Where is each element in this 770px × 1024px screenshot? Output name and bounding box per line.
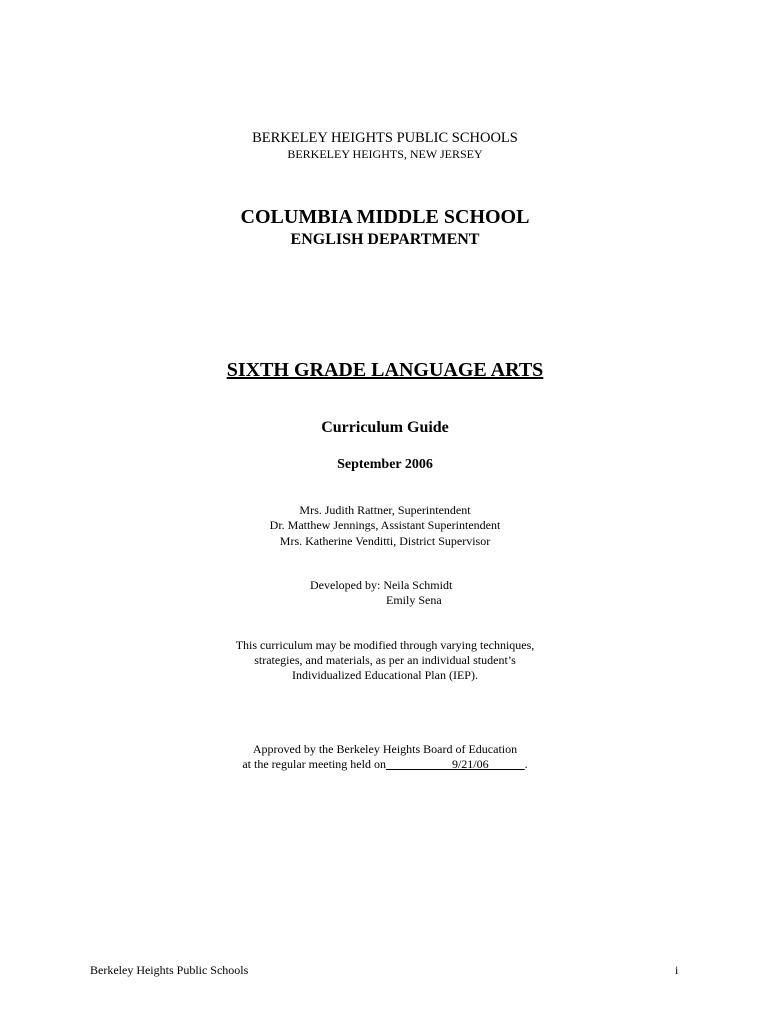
approval-line: Approved by the Berkeley Heights Board of Education bbox=[252, 742, 518, 756]
district-name: BERKELEY HEIGHTS PUBLIC SCHOOLS bbox=[252, 130, 518, 146]
approval-prefix: at the regular meeting held on bbox=[242, 757, 386, 771]
course-title bbox=[0, 359, 770, 382]
approval-suffix: . bbox=[524, 757, 528, 771]
developed-by-second-name: Emily Sena bbox=[386, 593, 442, 607]
developed-by-line: Developed by: Neila Schmidt bbox=[310, 578, 453, 592]
page-number: i bbox=[675, 963, 679, 977]
administrator-line: Mrs. Katherine Venditti, District Supervisor bbox=[279, 534, 491, 548]
document-subtitle: Curriculum Guide bbox=[321, 419, 449, 436]
department-name: ENGLISH DEPARTMENT bbox=[290, 231, 480, 248]
approval-date-line bbox=[0, 757, 770, 772]
footer-text: Berkeley Heights Public Schools bbox=[90, 963, 249, 977]
district-location: BERKELEY HEIGHTS, NEW JERSEY bbox=[287, 147, 483, 161]
course-title-text: SIXTH GRADE LANGUAGE ARTS bbox=[226, 359, 544, 381]
administrator-line: Mrs. Judith Rattner, Superintendent bbox=[299, 503, 471, 517]
document-date: September 2006 bbox=[337, 457, 433, 472]
modification-note-line: strategies, and materials, as per an individual student’s bbox=[254, 653, 516, 667]
modification-note-line: Individualized Educational Plan (IEP). bbox=[292, 668, 478, 682]
approval-date: ___________9/21/06______ bbox=[385, 757, 525, 771]
school-name: COLUMBIA MIDDLE SCHOOL bbox=[240, 206, 530, 228]
modification-note-line: This curriculum may be modified through varying techniques, bbox=[235, 638, 535, 652]
administrator-line: Dr. Matthew Jennings, Assistant Superintendent bbox=[269, 518, 501, 532]
